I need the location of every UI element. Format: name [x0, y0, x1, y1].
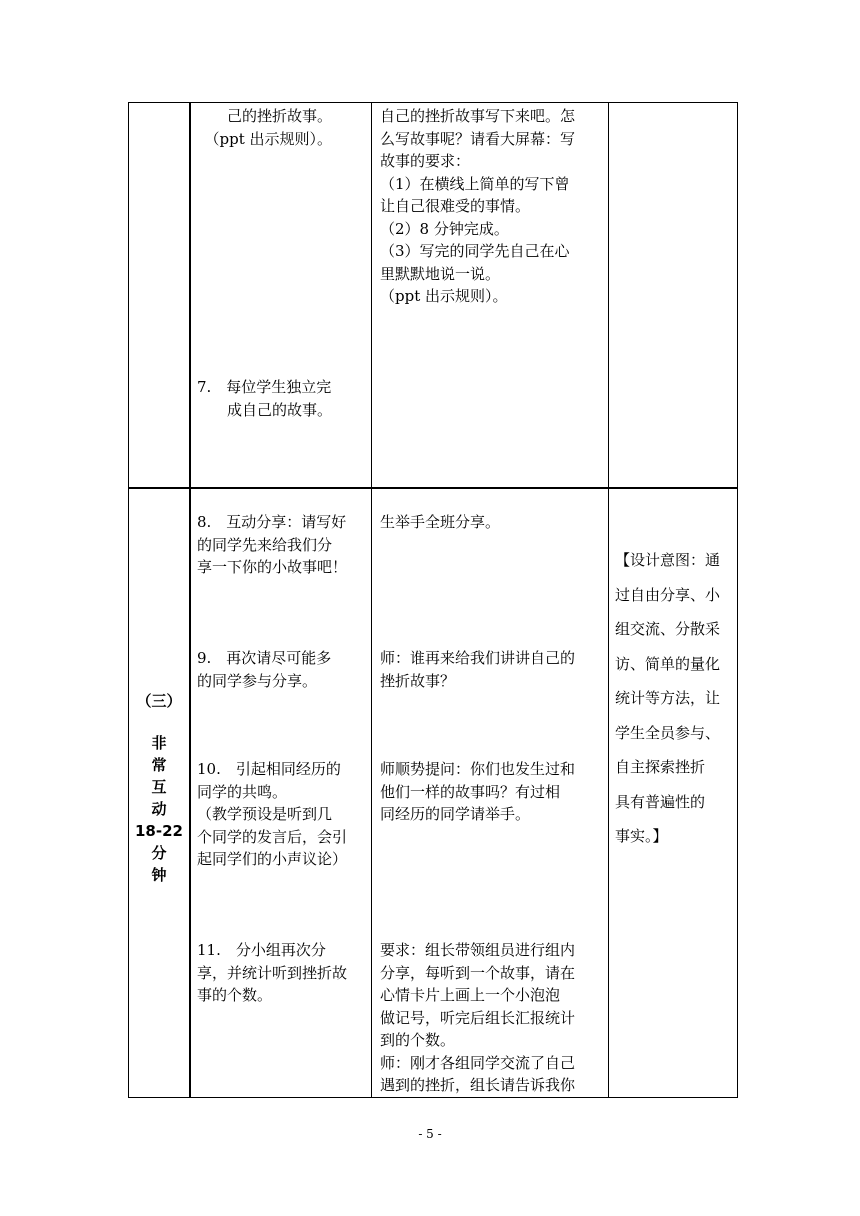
teacher-text: 要求：组长带领组员进行组内 分享，每听到一个故事，请在 心情卡片上画上一个小泡泡 做记号，听完后组长汇报统计 到的个数。 师：刚才各组同学交流了自己 遇到的挫折，组长请告诉我你: [380, 941, 576, 1094]
teacher-text: 自己的挫折故事写下来吧。怎 么写故事呢？请看大屏幕：写 故事的要求： （1）在横线上简单的写下曾 让自己很难受的事情。 （2）8 分钟完成。 （3）写完的同学先自己在心 里默默地说一说。 （ppt 出示规则）。: [380, 107, 576, 305]
table-col-divider-3: [608, 102, 609, 1098]
activity-text: 9. 再次请尽可能多 的同学参与分享。: [197, 649, 332, 690]
table-border-bottom: [128, 1097, 738, 1098]
teacher-text: 生举手全班分享。: [380, 513, 501, 531]
design-intent-text: 【设计意图：通 过自由分享、小 组交流、分散采 访、简单的量化 统计等方法，让 学生全员参与、 自主探索挫折 具有普遍性的 事实。】: [615, 551, 721, 845]
table-border-left: [128, 102, 129, 1098]
table-border-top: [128, 102, 738, 103]
table-col-divider-1: [189, 102, 191, 1098]
table-row-divider: [128, 487, 738, 489]
page-number: - 5 -: [418, 1127, 442, 1141]
activity-text: 10. 引起相同经历的 同学的共鸣。 （教学预设是听到几 个同学的发言后，会引 起同学们的小声议论）: [197, 760, 348, 868]
activity-text: 己的挫折故事。 （ppt 出示规则）。: [197, 107, 333, 148]
teacher-text: 师：谁再来给我们讲讲自己的 挫折故事？: [380, 649, 576, 690]
stage-label: （三） 非 常 互 动 18-22 分 钟: [135, 692, 183, 884]
activity-text: 8. 互动分享：请写好 的同学先来给我们分 享一下你的小故事吧！: [197, 513, 348, 576]
table-border-right: [737, 102, 738, 1098]
teacher-text: 师顺势提问：你们也发生过和 他们一样的故事吗？有过相 同经历的同学请举手。: [380, 760, 576, 823]
activity-text: 7. 每位学生独立完 成自己的故事。: [197, 378, 333, 419]
table-col-divider-2: [371, 102, 372, 1098]
activity-text: 11. 分小组再次分 享，并统计听到挫折故 事的个数。: [197, 941, 348, 1004]
